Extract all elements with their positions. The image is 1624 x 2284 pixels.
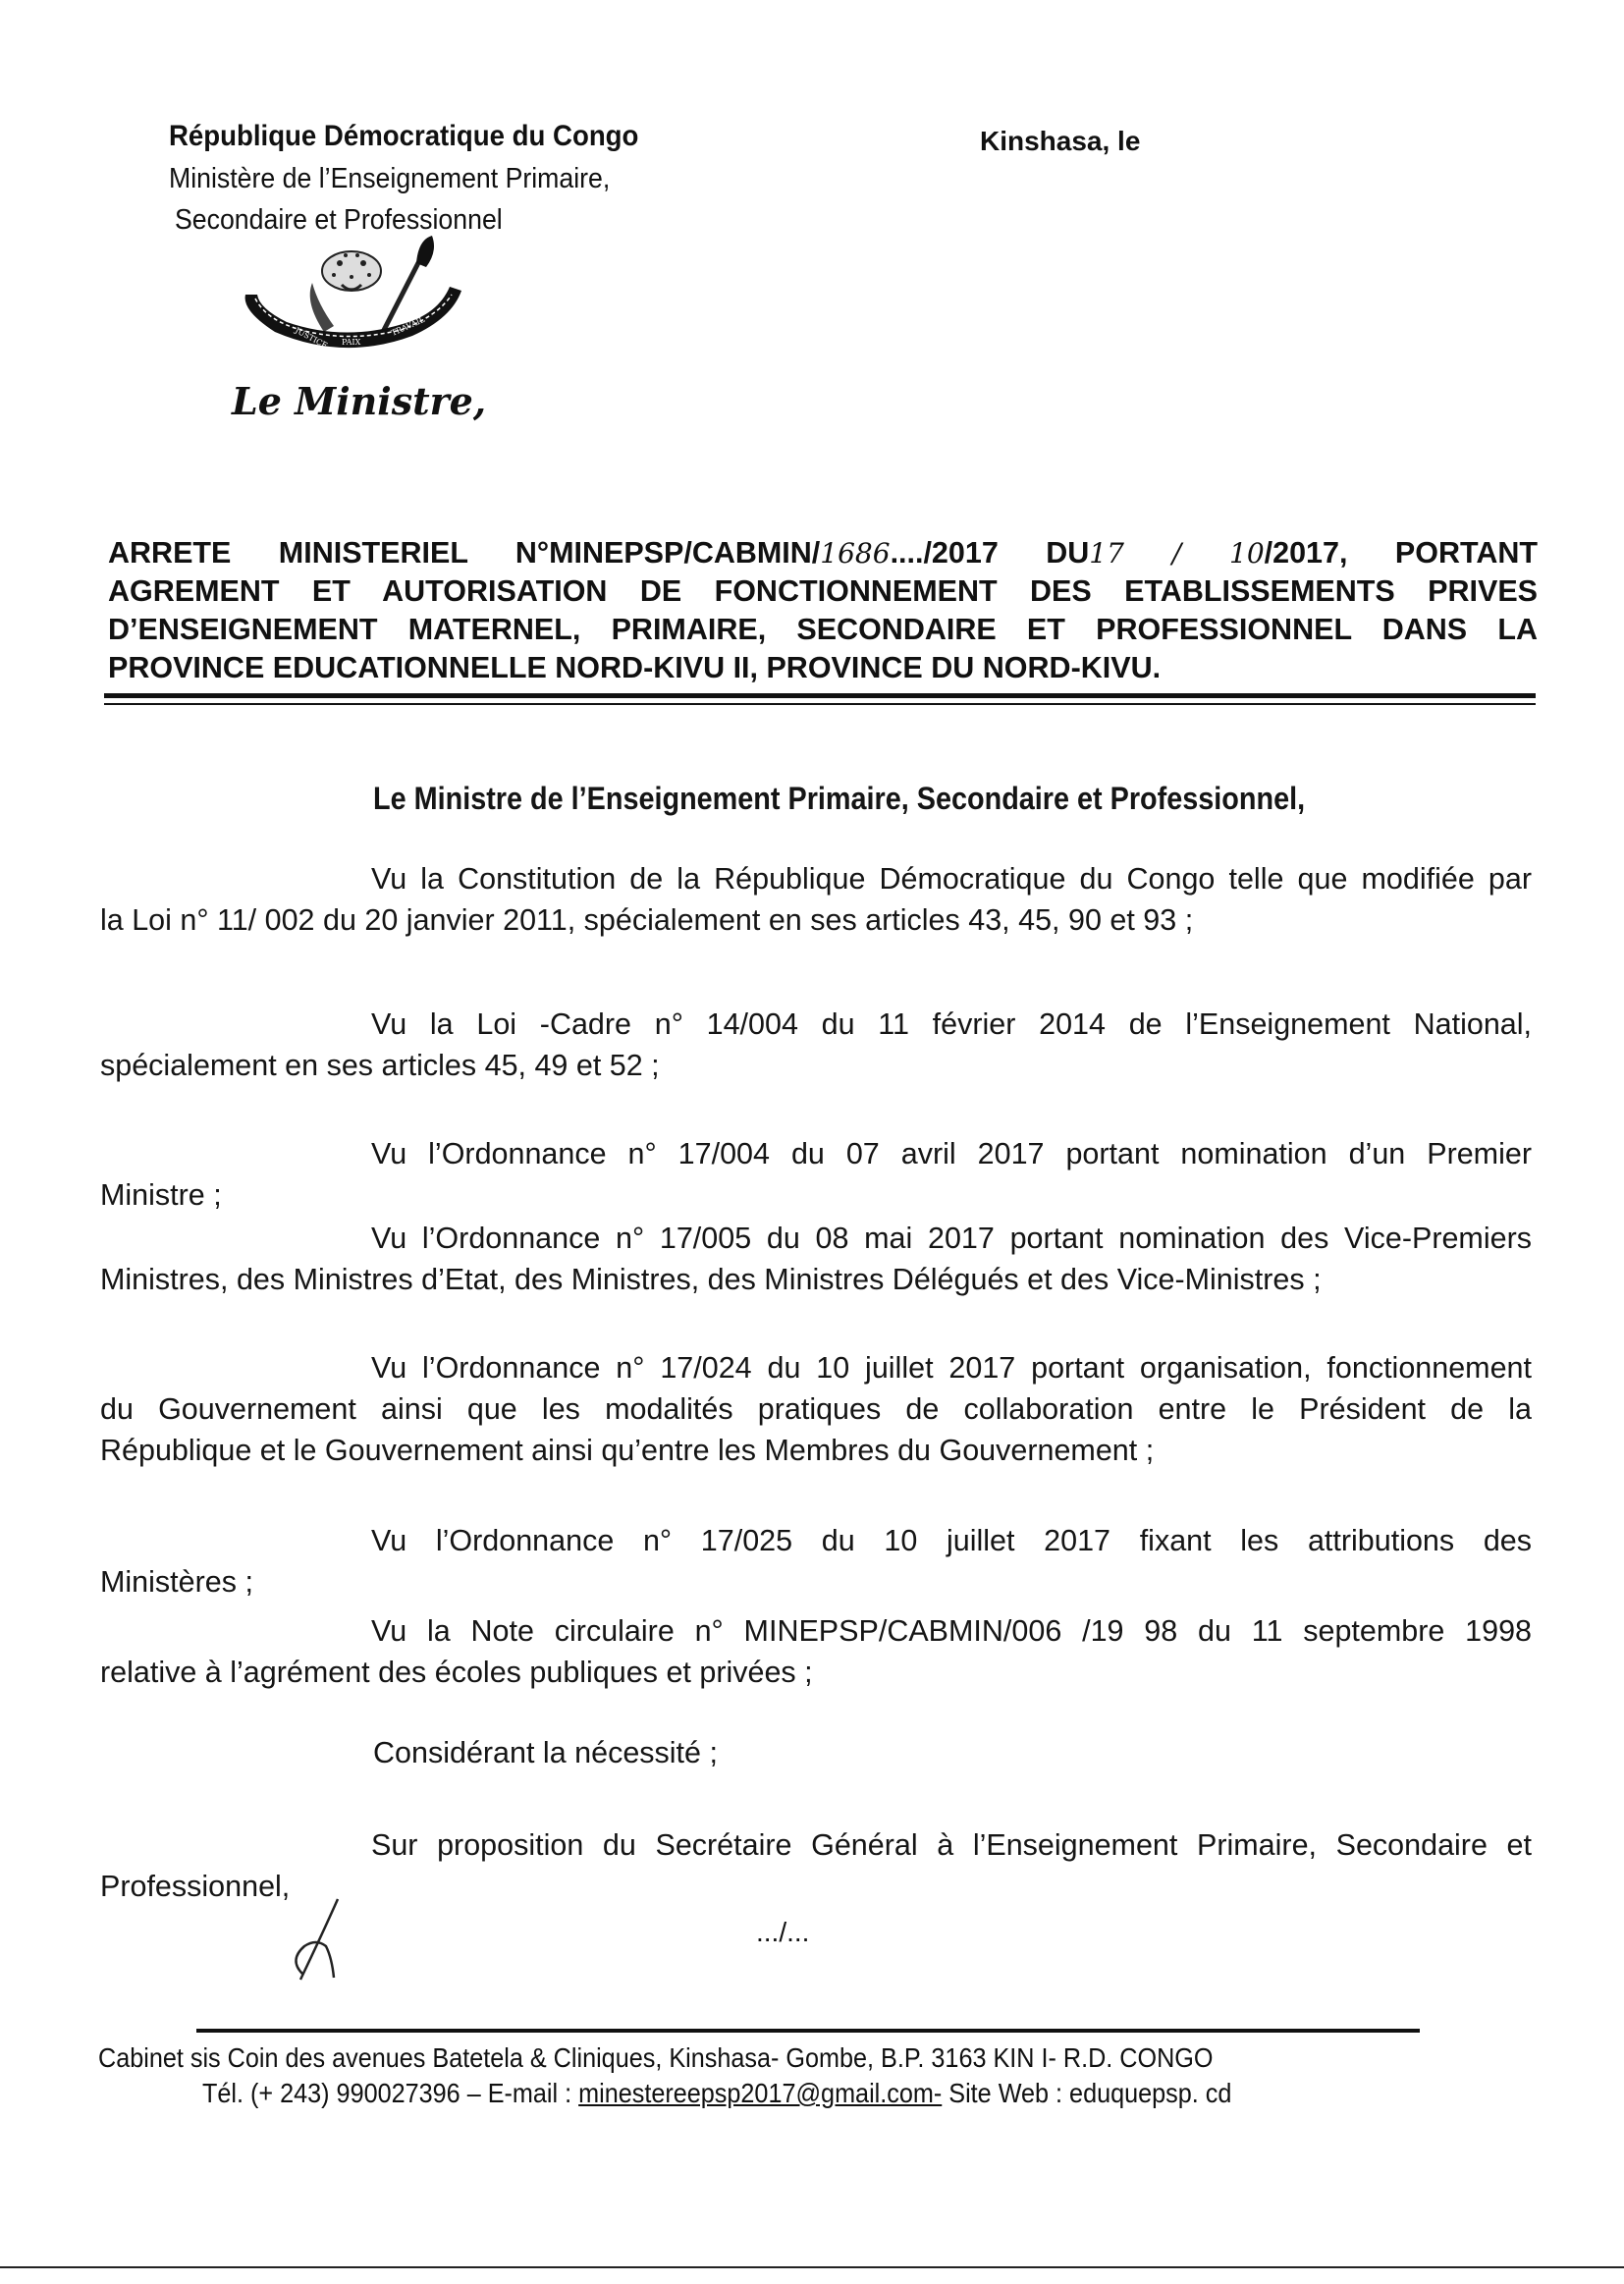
svg-text:JUSTICE: JUSTICE xyxy=(294,325,329,351)
country-name: République Démocratique du Congo xyxy=(169,120,639,152)
svg-text:TRAVAIL: TRAVAIL xyxy=(390,314,426,338)
decree-title xyxy=(108,534,1538,687)
paragraph-ordonnance-17-025: Vu l’Ordonnance n° 17/025 du 10 juillet 2017 fixant les attributions des Ministères ; xyxy=(100,1524,1532,1599)
title-row-2: AGREMENT ET AUTORISATION DE FONCTIONNEMENT DES ETABLISSEMENTS PRIVES xyxy=(108,574,1538,608)
paragraph-proposition: Sur proposition du Secrétaire Général à l’Enseignement Primaire, Secondaire et Professionnel, xyxy=(100,1828,1532,1903)
paragraph-ordonnance-17-024: Vu l’Ordonnance n° 17/024 du 10 juillet 2017 portant organisation, fonctionnement du Gouvernement ainsi que les modalités pratiques de collaboration entre le Président de la République et le Gouvernement ainsi qu’entre les Membres du Gouvernement ; xyxy=(100,1351,1532,1467)
signature-title: Le Ministre, xyxy=(232,379,487,423)
page-bottom-rule xyxy=(0,2266,1624,2268)
footer-rule xyxy=(196,2029,1420,2033)
ministry-line-1: Ministère de l’Enseignement Primaire, xyxy=(169,163,611,194)
preamble: Le Ministre de l’Enseignement Primaire, Secondaire et Professionnel, xyxy=(373,781,1306,816)
title-row-3: D’ENSEIGNEMENT MATERNEL, PRIMAIRE, SECONDAIRE ET PROFESSIONNEL DANS LA xyxy=(108,613,1538,646)
ministry-line-2: Secondaire et Professionnel xyxy=(175,204,503,236)
paragraph-constitution: Vu la Constitution de la République Démocratique du Congo telle que modifiée par la Loi n° 11/ 002 du 20 janvier 2011, spécialement en ses articles 43, 45, 90 et 93 ; xyxy=(100,862,1532,937)
page-continuation: .../... xyxy=(756,1917,810,1947)
footer-email-link[interactable]: minestereepsp2017@gmail.com- xyxy=(578,2078,943,2108)
handwritten-decree-number: 1686 xyxy=(820,537,891,570)
title-rule-thick xyxy=(104,693,1536,698)
paragraph-ordonnance-17-004: Vu l’Ordonnance n° 17/004 du 07 avril 2017 portant nomination d’un Premier Ministre ; xyxy=(100,1137,1532,1212)
footer-contact: Tél. (+ 243) 990027396 – E-mail : minestereepsp2017@gmail.com- Site Web : eduquepsp. cd xyxy=(202,2078,1232,2108)
paragraph-ordonnance-17-005: Vu l’Ordonnance n° 17/005 du 08 mai 2017 portant nomination des Vice-Premiers Ministres, des Ministres d’Etat, des Ministres, des Ministres Délégués et des Vice-Ministres ; xyxy=(100,1222,1532,1296)
handwritten-initials xyxy=(283,1895,361,1985)
paragraph-note-circulaire: Vu la Note circulaire n° MINEPSP/CABMIN/006 /19 98 du 11 septembre 1998 relative à l’agrément des écoles publiques et privées ; xyxy=(100,1614,1532,1689)
title-rule-thin xyxy=(104,703,1536,705)
paragraph-considerant: Considérant la nécessité ; xyxy=(373,1736,718,1769)
paragraph-loi-cadre: Vu la Loi -Cadre n° 14/004 du 11 février 2014 de l’Enseignement National, spécialement en ses articles 45, 49 et 52 ; xyxy=(100,1007,1532,1082)
title-row-1: ARRETE MINISTERIEL N°MINEPSP/CABMIN/1686..../2017 DU17 / 10/2017, PORTANT xyxy=(108,536,1539,570)
footer-address: Cabinet sis Coin des avenues Batetela & Cliniques, Kinshasa- Gombe, B.P. 3163 KIN I- R.D. CONGO xyxy=(98,2042,1214,2073)
svg-text:PAIX: PAIX xyxy=(342,338,361,347)
handwritten-decree-date: 17 / 10 xyxy=(1089,537,1265,570)
place-date: Kinshasa, le xyxy=(980,126,1141,156)
coat-of-arms-emblem xyxy=(236,234,481,361)
title-row-4: PROVINCE EDUCATIONNELLE NORD-KIVU II, PROVINCE DU NORD-KIVU. xyxy=(108,651,1162,684)
